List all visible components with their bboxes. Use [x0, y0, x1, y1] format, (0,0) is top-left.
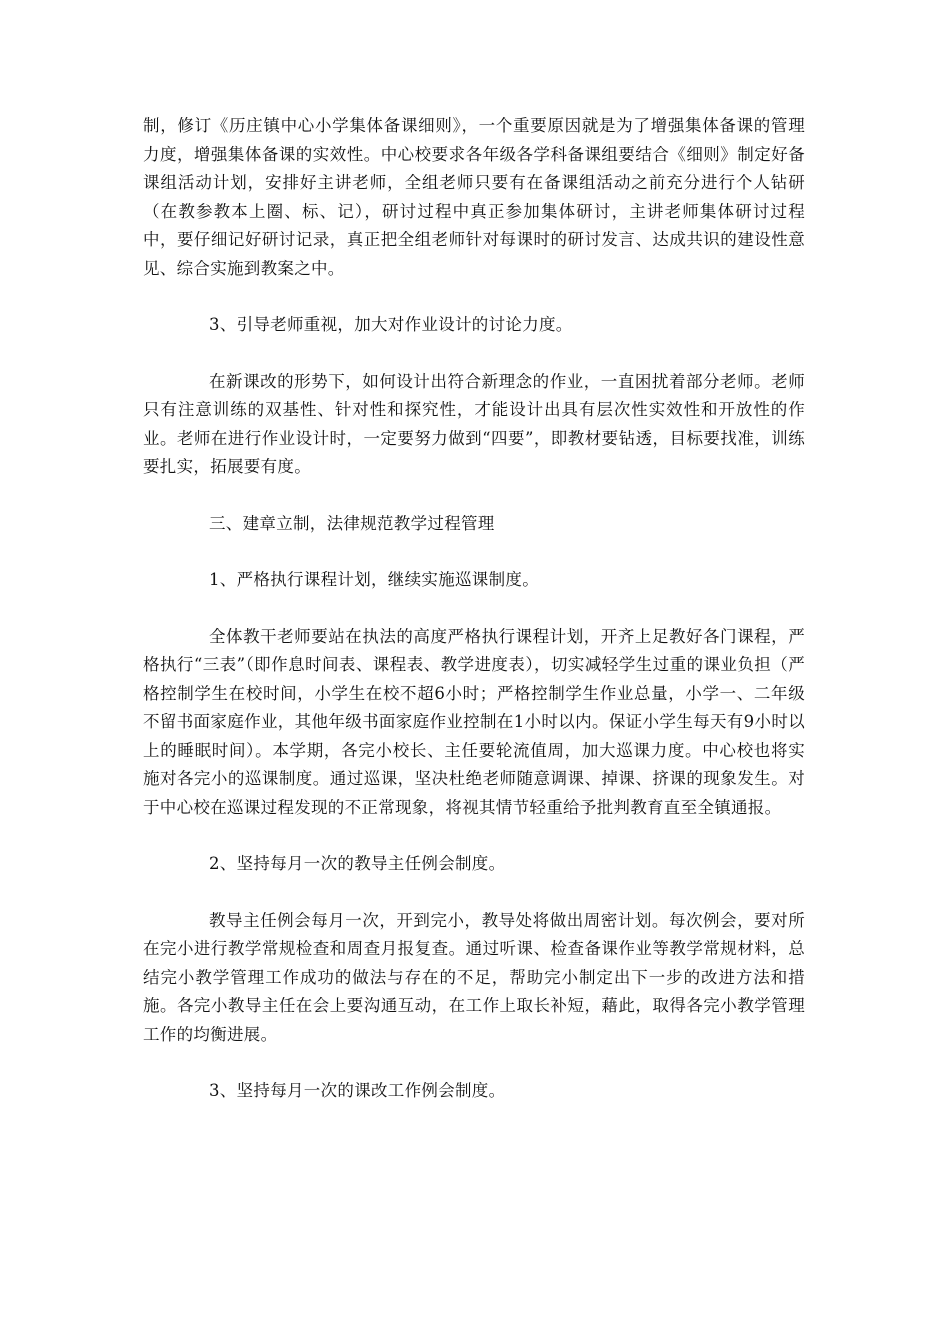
paragraph-curriculum-plan: 全体教干老师要站在执法的高度严格执行课程计划，开齐上足教好各门课程，严格执行“三表”（即作息时间表、课程表、教学进度表），切实减轻学生过重的课业负担（严格控制学生在校时间，小学生在校不超6小时；严格控制学生作业总量，小学一、二年级不留书面家庭作业，其他年级书面家庭作业控制在1小时以内。保证小学生每天有9小时以上的睡眠时间）。本学期，各完小校长、主任要轮流值周，加大巡课力度。中心校也将实施对各完小的巡课制度。通过巡课，坚决杜绝老师随意调课、掉课、挤课的现象发生。对于中心校在巡课过程发现的不正常现象，将视其情节轻重给予批判教育直至全镇通报。 [143, 626, 805, 817]
paragraph-director-meeting: 教导主任例会每月一次，开到完小，教导处将做出周密计划。每次例会，要对所在完小进行教学常规检查和周查月报复查。通过听课、检查备课作业等教学常规材料，总结完小教学管理工作成功的做法与存在的不足，帮助完小制定出下一步的改进方法和措施。各完小教导主任在会上要沟通互动，在工作上取长补短，藉此，取得各完小教学管理工作的均衡进展。 [143, 910, 805, 1044]
document-page [143, 112, 805, 1106]
heading-reform-meeting: 3、坚持每月一次的课改工作例会制度。 [209, 1081, 506, 1100]
paragraph-homework-design: 在新课改的形势下，如何设计出符合新理念的作业，一直困扰着部分老师。老师只有注意训练的双基性、针对性和探究性，才能设计出具有层次性实效性和开放性的作业。老师在进行作业设计时，一定要努力做到“四要”，即教材要钻透，目标要找准，训练要扎实，拓展要有度。 [143, 371, 805, 476]
section-heading-regulations: 三、建章立制，法律规范教学过程管理 [209, 513, 495, 533]
heading-homework-design: 3、引导老师重视，加大对作业设计的讨论力度。 [209, 315, 573, 334]
heading-director-meeting: 2、坚持每月一次的教导主任例会制度。 [209, 854, 506, 873]
paragraph-collective-lesson-prep: 制，修订《历庄镇中心小学集体备课细则》，一个重要原因就是为了增强集体备课的管理力度，增强集体备课的实效性。中心校要求各年级各学科备课组要结合《细则》制定好备课组活动计划，安排好主讲老师，全组老师只要有在备课组活动之前充分进行个人钻研（在教参教本上圈、标、记），研讨过程中真正参加集体研讨，主讲老师集体研讨过程中，要仔细记好研讨记录，真正把全组老师针对每课时的研讨发言、达成共识的建设性意见、综合实施到教案之中。 [143, 116, 805, 278]
heading-curriculum-plan: 1、严格执行课程计划，继续实施巡课制度。 [209, 570, 539, 589]
